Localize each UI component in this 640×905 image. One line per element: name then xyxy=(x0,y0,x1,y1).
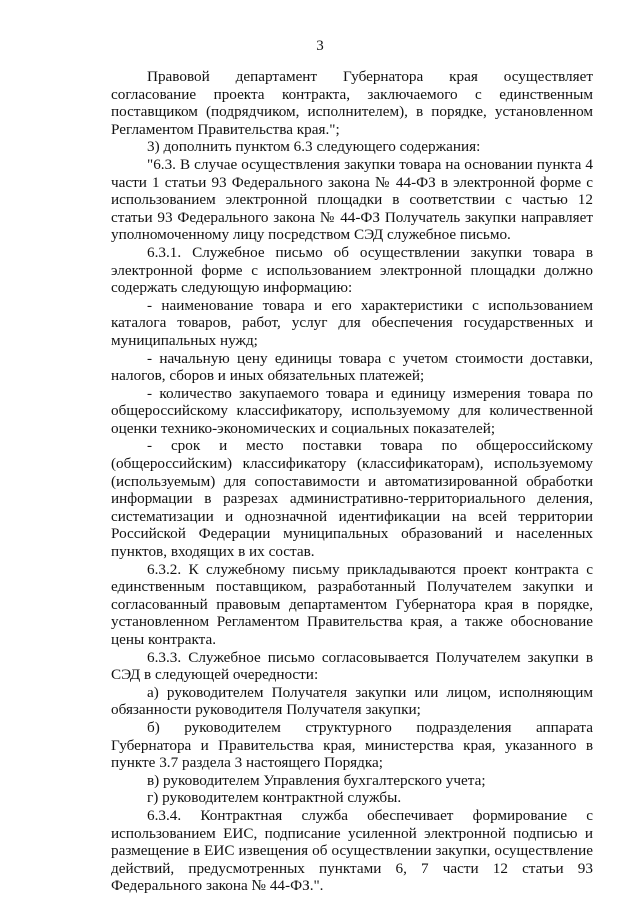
paragraph-6-3-3: 6.3.3. Служебное письмо согласовывается Получателем закупки в СЭД в следующей очередности: xyxy=(111,648,593,684)
list-item-initial-price: - начальную цену единицы товара с учетом стоимости доставки, налогов, сборов и иных обязательных платежей; xyxy=(111,349,593,385)
paragraph-6-3-1: 6.3.1. Служебное письмо об осуществлении закупки товара в электронной форме с использованием электронной площадки должно содержать следующую информацию: xyxy=(111,243,593,297)
list-item-product-name: - наименование товара и его характеристики с использованием каталога товаров, работ, услуг для обеспечения государственных и муниципальных нужд; xyxy=(111,296,593,349)
list-item-delivery-term: - срок и место поставки товара по общероссийскому (общероссийским) классификатору (классификаторам), используемому (используемым) для сопоставимости и автоматизированной обработки информации в разрезах административно-территориального деления, систематизации и однозначной идентификации на всей территории Российской Федерации муниципальных образований и населенных пунктов, входящих в их состав. xyxy=(111,437,593,561)
list-item-g: г) руководителем контрактной службы. xyxy=(147,789,402,807)
paragraph-legal-dept-approval: Правовой департамент Губернатора края осуществляет согласование проекта контракта, заключаемого с единственным поставщиком (подрядчиком, исполнителем), в порядке, установленном Регламентом Правительства края."; xyxy=(111,68,593,138)
document-body xyxy=(111,68,593,895)
paragraph-6-3: "6.3. В случае осуществления закупки товара на основании пункта 4 части 1 статьи 93 Федерального закона № 44-ФЗ в электронной форме с использованием электронной площадки в соответствии с частью 12 статьи 93 Федерального закона № 44-ФЗ Получатель закупки направляет уполномоченному лицу посредством СЭД служебное письмо. xyxy=(111,155,593,244)
paragraph-add-item-6-3: 3) дополнить пунктом 6.3 следующего содержания: xyxy=(147,138,481,156)
paragraph-6-3-2: 6.3.2. К служебному письму прикладываются проект контракта с единственным поставщиком, разработанный Получателем закупки и согласованный правовым департаментом Губернатора края в порядке, установленном Регламентом Правительства края, а также обоснование цены контракта. xyxy=(111,560,593,648)
list-item-b: б) руководителем структурного подразделения аппарата Губернатора и Правительства края, министерства края, указанного в пункте 3.7 раздела 3 настоящего Порядка; xyxy=(111,718,593,772)
paragraph-6-3-4: 6.3.4. Контрактная служба обеспечивает формирование с использованием ЕИС, подписание усиленной электронной подписью и размещение в ЕИС извещения об осуществлении закупки, осуществление действий, предусмотренных пунктами 6, 7 части 12 статьи 93 Федерального закона № 44-ФЗ.". xyxy=(111,806,593,895)
page-number: 3 xyxy=(316,38,324,54)
list-item-quantity: - количество закупаемого товара и единицу измерения товара по общероссийскому классификатору, используемому для количественной оценки технико-экономических и социальных показателей; xyxy=(111,384,593,437)
list-item-v: в) руководителем Управления бухгалтерского учета; xyxy=(147,771,486,789)
list-item-a: а) руководителем Получателя закупки или лицом, исполняющим обязанности руководителя Получателя закупки; xyxy=(111,683,593,719)
